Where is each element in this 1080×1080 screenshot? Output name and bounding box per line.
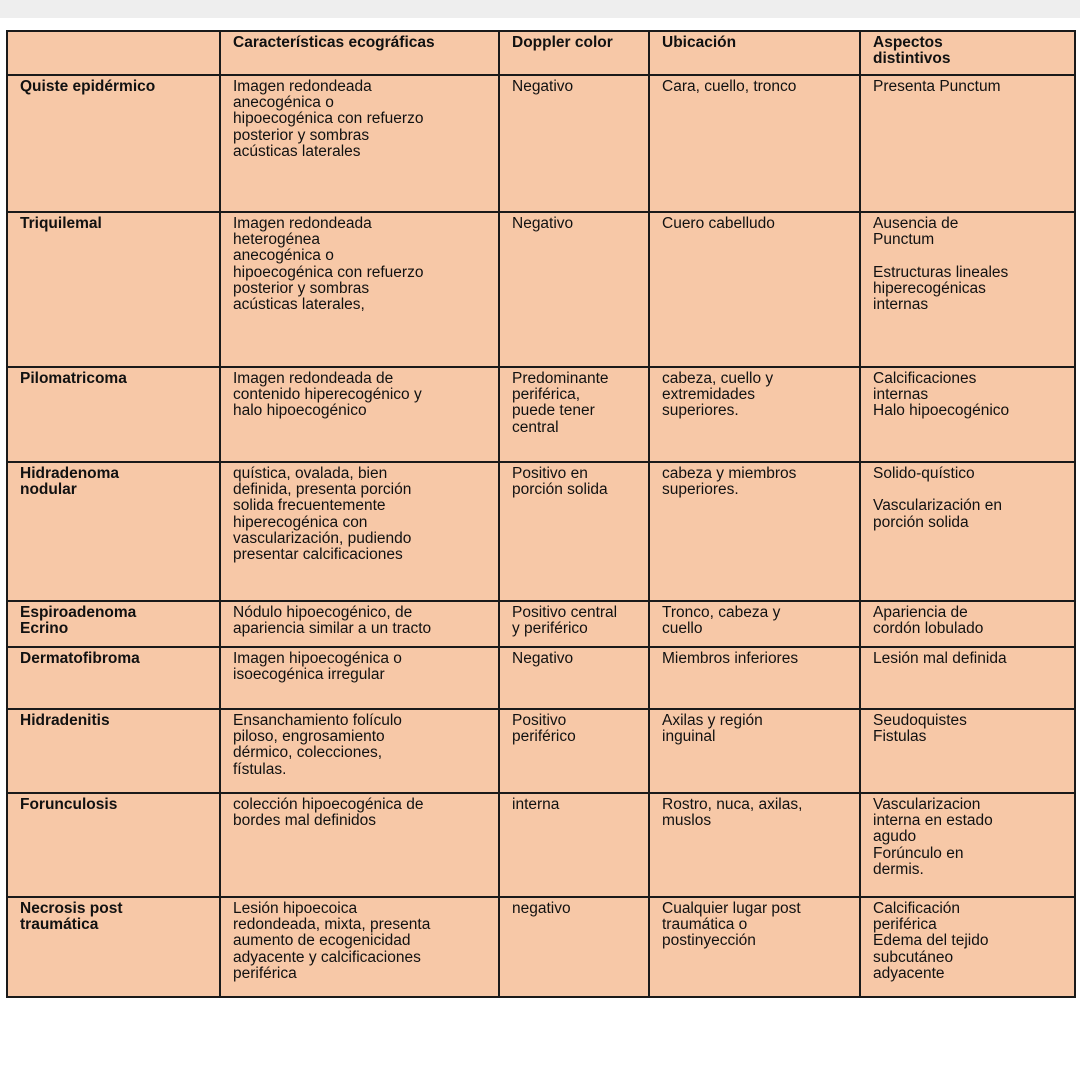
cell-ubicacion: Cuero cabelludo — [649, 212, 860, 367]
cell-aspectos: Vascularizacion interna en estado agudo Forúnculo en dermis. — [860, 793, 1075, 897]
table-row — [7, 897, 1075, 997]
cell-doppler: interna — [499, 793, 649, 897]
cell-doppler: Positivo central y periférico — [499, 601, 649, 647]
row-label: Espiroadenoma Ecrino — [7, 601, 220, 647]
cell-ubicacion: Tronco, cabeza y cuello — [649, 601, 860, 647]
header-aspectos-distintivos: Aspectos distintivos — [860, 31, 1075, 75]
header-ubicacion: Ubicación — [649, 31, 860, 75]
row-label: Pilomatricoma — [7, 367, 220, 462]
cell-ubicacion: cabeza y miembros superiores. — [649, 462, 860, 601]
row-label: Necrosis post traumática — [7, 897, 220, 997]
cell-caracteristicas: Imagen hipoecogénica o isoecogénica irregular — [220, 647, 499, 709]
header-corner-cell — [7, 31, 220, 75]
cell-caracteristicas: Ensanchamiento folículo piloso, engrosamiento dérmico, colecciones, fístulas. — [220, 709, 499, 793]
cell-ubicacion: Rostro, nuca, axilas, muslos — [649, 793, 860, 897]
cell-caracteristicas: Lesión hipoecoica redondeada, mixta, presenta aumento de ecogenicidad adyacente y calcificaciones periférica — [220, 897, 499, 997]
cell-caracteristicas: Imagen redondeada de contenido hiperecogénico y halo hipoecogénico — [220, 367, 499, 462]
cell-ubicacion: Cara, cuello, tronco — [649, 75, 860, 212]
cell-doppler: Predominante periférica, puede tener central — [499, 367, 649, 462]
table-row — [7, 601, 1075, 647]
cell-aspectos: Calcificaciones internas Halo hipoecogénico — [860, 367, 1075, 462]
cell-caracteristicas: Imagen redondeada anecogénica o hipoecogénica con refuerzo posterior y sombras acústicas laterales — [220, 75, 499, 212]
table-row — [7, 367, 1075, 462]
cell-caracteristicas: Nódulo hipoecogénico, de apariencia similar a un tracto — [220, 601, 499, 647]
cell-caracteristicas: colección hipoecogénica de bordes mal definidos — [220, 793, 499, 897]
cell-ubicacion: cabeza, cuello y extremidades superiores. — [649, 367, 860, 462]
cell-caracteristicas: quística, ovalada, bien definida, presenta porción solida frecuentemente hiperecogénica con vascularización, pudiendo presentar calcificaciones — [220, 462, 499, 601]
cell-ubicacion: Axilas y región inguinal — [649, 709, 860, 793]
cell-ubicacion: Cualquier lugar post traumática o postinyección — [649, 897, 860, 997]
table-row — [7, 462, 1075, 601]
differential-diagnosis-table — [6, 30, 1076, 998]
table-header-row — [7, 31, 1075, 75]
document-page — [0, 18, 1080, 1080]
table-row — [7, 647, 1075, 709]
cell-ubicacion: Miembros inferiores — [649, 647, 860, 709]
cell-doppler: Negativo — [499, 647, 649, 709]
row-label: Dermatofibroma — [7, 647, 220, 709]
row-label: Hidradenitis — [7, 709, 220, 793]
cell-aspectos: Solido-quístico Vascularización en porción solida — [860, 462, 1075, 601]
table-row — [7, 75, 1075, 212]
cell-doppler: Negativo — [499, 75, 649, 212]
cell-doppler: negativo — [499, 897, 649, 997]
cell-aspectos: Calcificación periférica Edema del tejido subcutáneo adyacente — [860, 897, 1075, 997]
table-row — [7, 709, 1075, 793]
table-row — [7, 793, 1075, 897]
cell-aspectos: Presenta Punctum — [860, 75, 1075, 212]
cell-aspectos: Apariencia de cordón lobulado — [860, 601, 1075, 647]
cell-caracteristicas: Imagen redondeada heterogénea anecogénica o hipoecogénica con refuerzo posterior y sombras acústicas laterales, — [220, 212, 499, 367]
row-label: Forunculosis — [7, 793, 220, 897]
cell-aspectos: Seudoquistes Fistulas — [860, 709, 1075, 793]
header-doppler-color: Doppler color — [499, 31, 649, 75]
cell-aspectos: Lesión mal definida — [860, 647, 1075, 709]
cell-doppler: Negativo — [499, 212, 649, 367]
row-label: Hidradenoma nodular — [7, 462, 220, 601]
header-caracteristicas-ecograficas: Características ecográficas — [220, 31, 499, 75]
table-row — [7, 212, 1075, 367]
top-bar — [0, 0, 1080, 18]
cell-doppler: Positivo en porción solida — [499, 462, 649, 601]
cell-doppler: Positivo periférico — [499, 709, 649, 793]
row-label: Triquilemal — [7, 212, 220, 367]
row-label: Quiste epidérmico — [7, 75, 220, 212]
cell-aspectos: Ausencia de Punctum Estructuras lineales hiperecogénicas internas — [860, 212, 1075, 367]
